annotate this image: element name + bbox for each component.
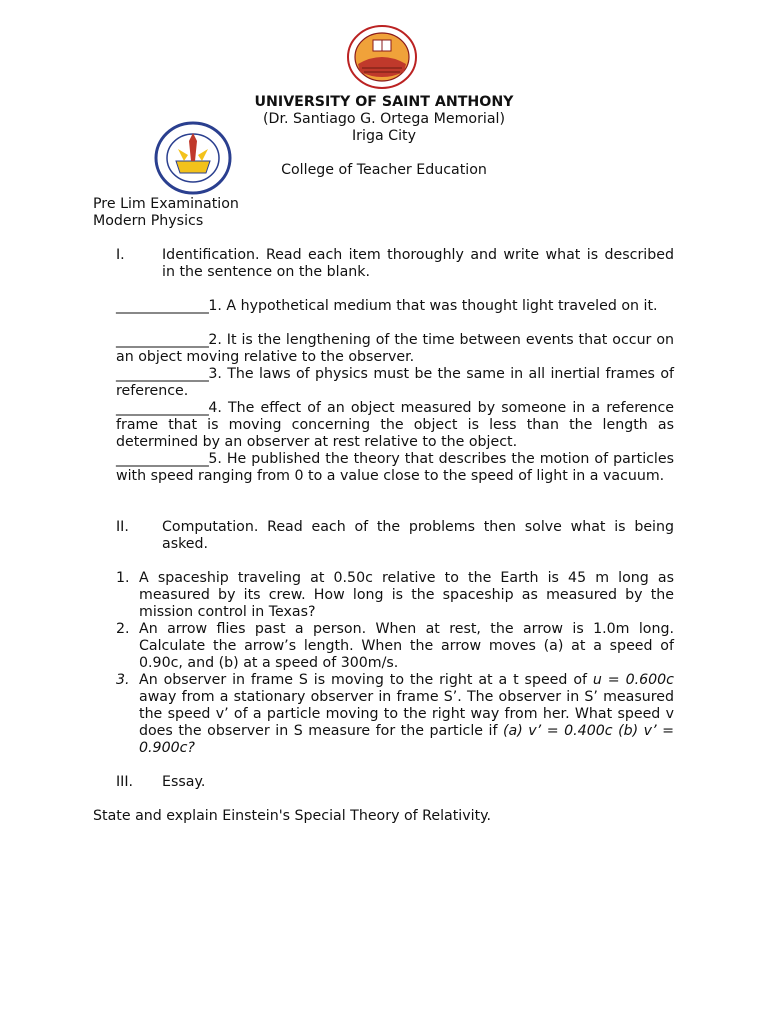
city-name: Iriga City [352, 128, 416, 144]
answer-blank[interactable]: ______________ [116, 400, 209, 416]
item-text: 2. It is the lengthening of the time between events that occur on an object moving relative to the observer. [116, 332, 674, 365]
item-text: 1. A hypothetical medium that was thought light traveled on it. [208, 298, 658, 314]
answer-blank[interactable]: ______________ [116, 332, 209, 348]
identification-item-2 [116, 332, 674, 366]
problem-number: 2. [116, 621, 130, 637]
problem-3-cases: (a) v’ = 0.400c (b) v’ = 0.900c? [139, 723, 674, 756]
part3-numeral: III. [116, 774, 134, 790]
problem-number: 1. [116, 570, 130, 586]
university-seal-top [346, 24, 418, 90]
exam-title: Pre Lim Examination [93, 196, 239, 212]
problem-3-speed: u = 0.600c [592, 672, 674, 688]
item-text: 4. The effect of an object measured by someone in a reference frame that is moving concerning the object is less than the length as determined by an observer at rest relative to the object. [116, 400, 674, 450]
answer-blank[interactable]: ______________ [116, 298, 209, 314]
identification-item-1 [116, 298, 674, 315]
problem-1-text: A spaceship traveling at 0.50c relative to the Earth is 45 m long as measured by its crew. How long is the spaceship as measured by the mission control in Texas? [139, 570, 674, 620]
problem-3-text-a: An observer in frame S is moving to the right at a t speed of [139, 672, 593, 688]
answer-blank[interactable]: ______________ [116, 366, 209, 382]
university-name: UNIVERSITY OF SAINT ANTHONY [254, 94, 514, 110]
answer-blank[interactable]: ______________ [116, 451, 209, 467]
problem-2-text: An arrow flies past a person. When at rest, the arrow is 1.0m long. Calculate the arrow’s length. When the arrow moves (a) at a speed of 0.90c, and (b) at a speed of 300m/s. [139, 621, 674, 671]
part2-numeral: II. [116, 519, 129, 535]
exam-subject: Modern Physics [93, 213, 204, 229]
problem-number: 3. [116, 672, 130, 688]
problem-3-text [139, 672, 674, 757]
item-text: 3. The laws of physics must be the same in all inertial frames of reference. [116, 366, 674, 399]
essay-prompt: State and explain Einstein's Special Theory of Relativity. [93, 808, 492, 824]
identification-item-3 [116, 366, 674, 400]
problem-3-text-c: away from a stationary observer in frame S’. The observer in S’ measured the speed v’ of a particle moving to the right way from her. What speed v does the observer in S measure for the particle if [139, 689, 674, 739]
college-name: College of Teacher Education [281, 162, 487, 178]
identification-item-4 [116, 400, 674, 451]
identification-item-5 [116, 451, 674, 485]
part1-instruction: Identification. Read each item thoroughly and write what is described in the sentence on the blank. [162, 247, 674, 280]
part1-numeral: I. [116, 247, 125, 263]
part2-instruction: Computation. Read each of the problems then solve what is being asked. [162, 519, 674, 552]
memorial-name: (Dr. Santiago G. Ortega Memorial) [262, 111, 506, 127]
part3-instruction: Essay. [162, 774, 206, 790]
item-text: 5. He published the theory that describes the motion of particles with speed ranging from 0 to a value close to the speed of light in a vacuum. [116, 451, 674, 484]
